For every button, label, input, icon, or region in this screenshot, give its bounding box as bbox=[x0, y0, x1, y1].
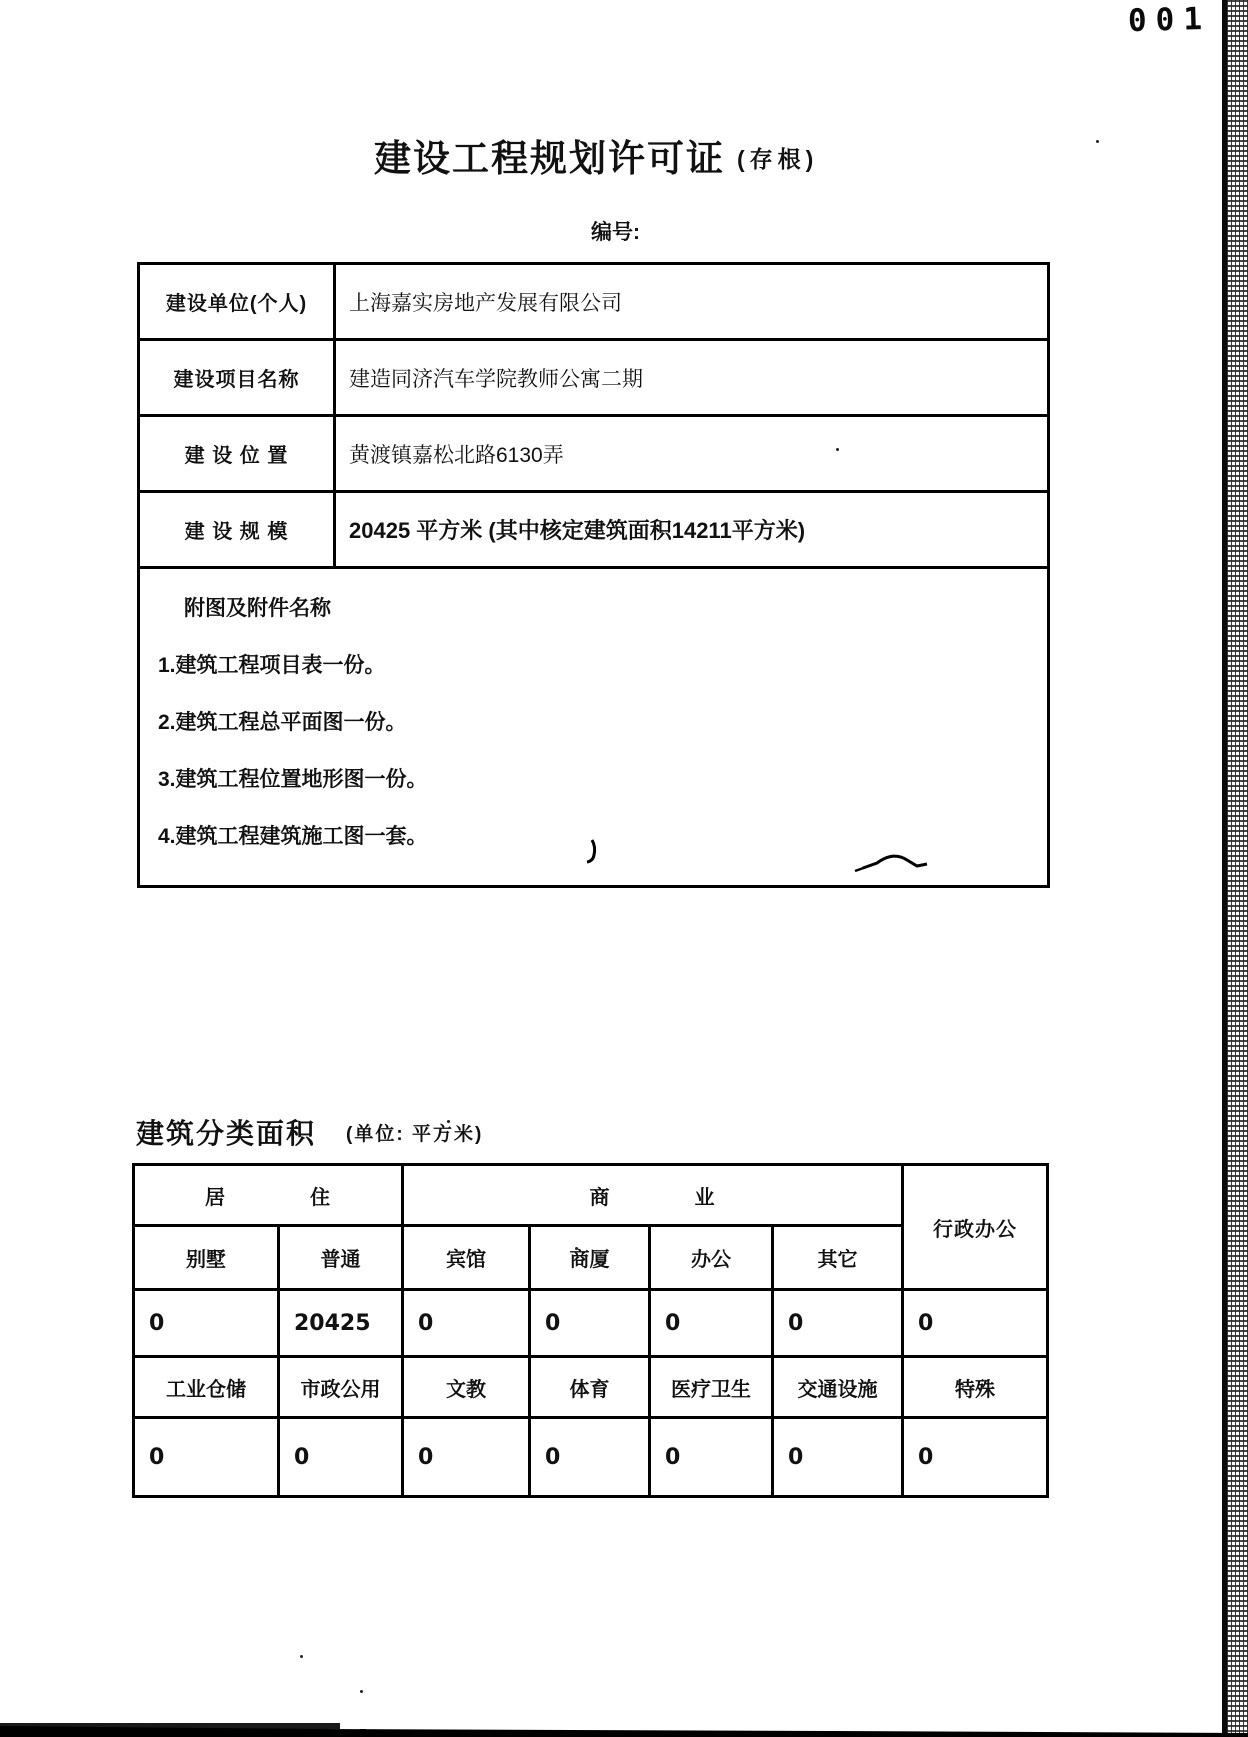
value-cell: 0 bbox=[650, 1418, 773, 1497]
page-number-stamp: 001 bbox=[1127, 0, 1212, 40]
header-ordinary: 普通 bbox=[279, 1226, 403, 1290]
attachments-heading: 附图及附件名称 bbox=[184, 597, 331, 620]
field-label: 建设单位(个人) bbox=[139, 264, 335, 340]
header-villa: 别墅 bbox=[134, 1226, 279, 1290]
attachment-item: 2.建筑工程总平面图一份。 bbox=[158, 711, 407, 734]
area-heading-text: 建筑分类面积 bbox=[136, 1118, 317, 1149]
header-residential: 居 住 bbox=[134, 1165, 403, 1226]
value-cell: 0 bbox=[403, 1290, 530, 1357]
field-value: 建造同济汽车学院教师公寓二期 bbox=[335, 340, 1049, 416]
scan-right-edge-noise bbox=[1227, 0, 1248, 1737]
attachments-cell bbox=[139, 568, 1049, 887]
header-office: 办公 bbox=[650, 1226, 773, 1290]
attachment-item: 3.建筑工程位置地形图一份。 bbox=[158, 768, 428, 791]
field-label: 建 设 规 模 bbox=[139, 492, 335, 568]
header-municipal-utility: 市政公用 bbox=[279, 1357, 403, 1418]
table-row bbox=[139, 340, 1049, 416]
header-special: 特殊 bbox=[903, 1357, 1048, 1418]
value-cell: 0 bbox=[773, 1418, 903, 1497]
table-row bbox=[134, 1165, 1048, 1226]
value-cell: 0 bbox=[403, 1418, 530, 1497]
table-row bbox=[139, 264, 1049, 340]
serial-number-label: 编号: bbox=[591, 221, 640, 244]
field-value: 上海嘉实房地产发展有限公司 bbox=[335, 264, 1049, 340]
header-hotel: 宾馆 bbox=[403, 1226, 530, 1290]
header-commercial: 商 业 bbox=[403, 1165, 903, 1226]
table-row bbox=[134, 1290, 1048, 1357]
value-cell: 0 bbox=[279, 1418, 403, 1497]
field-label: 建设项目名称 bbox=[139, 340, 335, 416]
header-transport: 交通设施 bbox=[773, 1357, 903, 1418]
header-medical: 医疗卫生 bbox=[650, 1357, 773, 1418]
value-cell: 0 bbox=[903, 1418, 1048, 1497]
area-section-heading bbox=[136, 1112, 483, 1152]
value-cell: 0 bbox=[903, 1290, 1048, 1357]
header-other: 其它 bbox=[773, 1226, 903, 1290]
table-row bbox=[139, 492, 1049, 568]
table-row bbox=[134, 1418, 1048, 1497]
header-industrial-storage: 工业仓储 bbox=[134, 1357, 279, 1418]
scan-bottom-edge bbox=[0, 1721, 1248, 1737]
value-cell: 0 bbox=[650, 1290, 773, 1357]
area-unit-note: (单位: 平方米) bbox=[346, 1124, 484, 1145]
permit-info-table bbox=[137, 262, 1050, 888]
scan-noise-dot bbox=[1096, 140, 1099, 143]
field-value: 20425 平方米 (其中核定建筑面积14211平方米) bbox=[335, 492, 1049, 568]
value-cell: 0 bbox=[530, 1418, 650, 1497]
table-row bbox=[139, 416, 1049, 492]
attachment-item: 1.建筑工程项目表一份。 bbox=[158, 654, 386, 677]
scan-noise-dot bbox=[360, 1690, 363, 1693]
table-row bbox=[139, 568, 1049, 887]
field-value: 黄渡镇嘉松北路6130弄 bbox=[335, 416, 1049, 492]
header-education: 文教 bbox=[403, 1357, 530, 1418]
header-sports: 体育 bbox=[530, 1357, 650, 1418]
value-cell: 0 bbox=[773, 1290, 903, 1357]
header-admin-office: 行政办公 bbox=[903, 1165, 1048, 1290]
header-mall: 商厦 bbox=[530, 1226, 650, 1290]
field-label: 建 设 位 置 bbox=[139, 416, 335, 492]
value-cell: 0 bbox=[134, 1418, 279, 1497]
scan-noise-dot bbox=[300, 1655, 303, 1658]
table-row bbox=[134, 1357, 1048, 1418]
value-cell: 0 bbox=[134, 1290, 279, 1357]
document-title: 建设工程规划许可证 bbox=[374, 138, 725, 179]
value-cell: 20425 bbox=[279, 1290, 403, 1357]
value-cell: 0 bbox=[530, 1290, 650, 1357]
document-title-suffix: (存根) bbox=[737, 146, 819, 172]
attachment-item: 4.建筑工程建筑施工图一套。 bbox=[158, 825, 428, 848]
area-classification-table bbox=[132, 1163, 1049, 1498]
